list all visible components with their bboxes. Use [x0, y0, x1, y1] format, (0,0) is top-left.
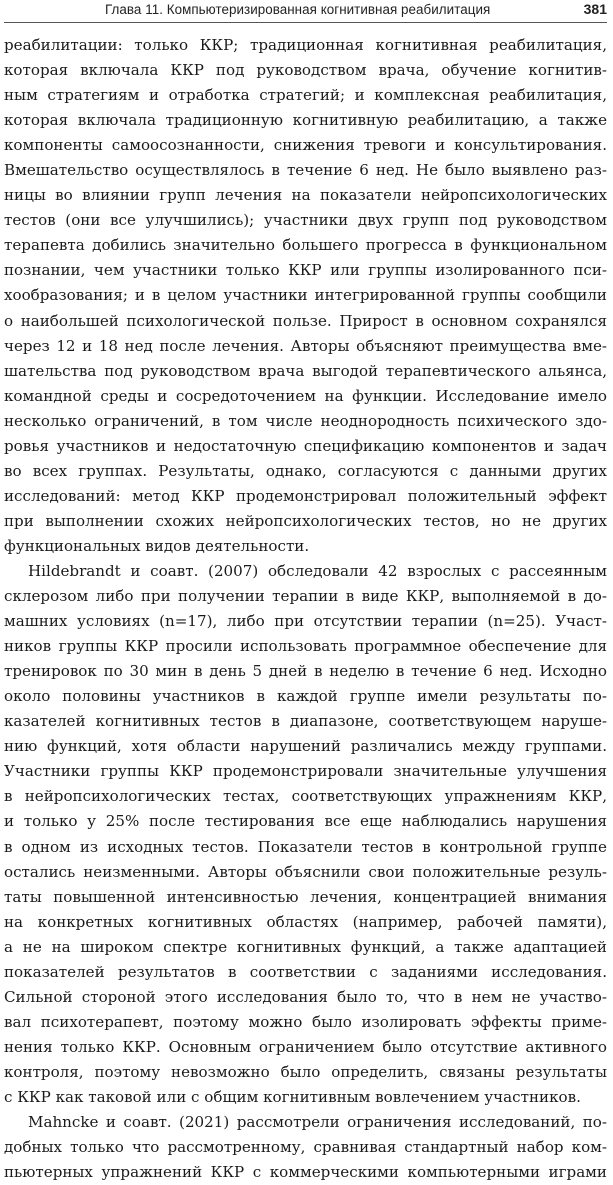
- chapter-title: Глава 11. Компьютеризированная когнитивная реабилитация: [105, 2, 491, 17]
- text-line: во всех группах. Результаты, однако, согласуются с данными других: [4, 461, 607, 480]
- text-line: компоненты самоосознанности, снижения тревоги и консультирования.: [4, 136, 607, 155]
- text-line: и только у 25% после тестирования все еще наблюдались нарушения: [4, 812, 607, 831]
- text-line: в одном из исходных тестов. Показатели тестов в контрольной группе: [4, 837, 607, 856]
- text-line: ным стратегиям и отработка стратегий; и комплексная реабилитация,: [4, 86, 607, 105]
- text-line: около половины участников в каждой группе имели результаты по-: [4, 687, 607, 706]
- text-line: ровья участников и недостаточную спецификацию компонентов и задач: [4, 436, 607, 455]
- text-line: командной среды и сосредоточением на функции. Исследование имело: [4, 386, 607, 405]
- text-line: в нейропсихологических тестах, соответствующих упражнениям ККР,: [4, 787, 607, 806]
- text-line: таты повышенной интенсивностью лечения, концентрацией внимания: [4, 887, 607, 906]
- text-line: несколько ограничений, в том числе неоднородность психического здо-: [4, 411, 607, 430]
- text-line: нию функций, хотя области нарушений различались между группами.: [4, 737, 607, 756]
- text-line: терапевта добились значительно большего прогресса в функциональном: [4, 236, 607, 255]
- text-line: нения только ККР. Основным ограничением было отсутствие активного: [4, 1037, 607, 1056]
- text-line: Mahncke и соавт. (2021) рассмотрели ограничения исследований, по-: [28, 1113, 607, 1132]
- text-line: Участники группы ККР продемонстрировали значительные улучшения: [4, 762, 607, 781]
- text-line: склерозом либо при получении терапии в виде ККР, выполняемой в до-: [4, 587, 607, 606]
- text-line: с ККР как таковой или с общим когнитивным вовлечением участников.: [4, 1087, 581, 1106]
- text-line: исследований: метод ККР продемонстрировал положительный эффект: [4, 486, 607, 505]
- text-line: Вмешательство осуществлялось в течение 6 нед. Не было выявлено раз-: [4, 161, 607, 180]
- text-line: тренировок по 30 мин в день 5 дней в неделю в течение 6 нед. Исходно: [4, 662, 607, 681]
- running-header: [4, 0, 607, 23]
- text-line: ницы во влиянии групп лечения на показатели нейропсихологических: [4, 186, 607, 205]
- text-line: хообразования; и в целом участники интегрированной группы сообщили: [4, 286, 607, 305]
- text-line: которая включала ККР под руководством врача, обучение когнитив-: [4, 61, 607, 80]
- text-line: о наибольшей психологической пользе. Прирост в основном сохранялся: [4, 311, 607, 330]
- text-line: Сильной стороной этого исследования было то, что в нем не участво-: [4, 987, 607, 1006]
- text-line: показателей результатов в соответствии с заданиями исследования.: [4, 962, 607, 981]
- paragraph: [4, 559, 607, 1110]
- text-line: казателей когнитивных тестов в диапазоне, соответствующем наруше-: [4, 712, 607, 731]
- paragraph: [4, 1110, 607, 1185]
- text-line: машних условиях (n=17), либо при отсутствии терапии (n=25). Участ-: [4, 612, 607, 631]
- text-line: ников группы ККР просили использовать программное обеспечение для: [4, 637, 607, 656]
- body-text: [4, 33, 607, 1185]
- text-line: вал психотерапевт, поэтому можно было изолировать эффекты приме-: [4, 1012, 607, 1031]
- text-line: остались неизменными. Авторы объяснили свои положительные резуль-: [4, 862, 607, 881]
- text-line: на конкретных когнитивных областях (например, рабочей памяти),: [4, 912, 607, 931]
- text-line: тестов (они все улучшились); участники двух групп под руководством: [4, 211, 607, 230]
- text-line: шательства под руководством врача выгодой терапевтического альянса,: [4, 361, 607, 380]
- page-number: 381: [583, 1, 607, 17]
- text-line: при выполнении схожих нейропсихологических тестов, но не других: [4, 511, 607, 530]
- text-line: познании, чем участники только ККР или группы изолированного пси-: [4, 261, 607, 280]
- text-line: функциональных видов деятельности.: [4, 536, 310, 555]
- text-line: которая включала традиционную когнитивную реабилитацию, а также: [4, 111, 607, 130]
- paragraph: [4, 33, 607, 559]
- text-line: через 12 и 18 нед после лечения. Авторы объясняют преимущества вме-: [4, 336, 607, 355]
- text-line: контроля, поэтому невозможно было определить, связаны результаты: [4, 1062, 607, 1081]
- text-line: пьютерных упражнений ККР с коммерческими компьютерными играми: [4, 1163, 607, 1182]
- text-line: реабилитации: только ККР; традиционная когнитивная реабилитация,: [4, 36, 607, 54]
- text-line: добных только что рассмотренному, сравнивая стандартный набор ком-: [4, 1138, 607, 1157]
- text-line: а не на широком спектре когнитивных функций, а также адаптацией: [4, 937, 607, 956]
- text-line: Hildebrandt и соавт. (2007) обследовали 42 взрослых с рассеянным: [28, 561, 607, 580]
